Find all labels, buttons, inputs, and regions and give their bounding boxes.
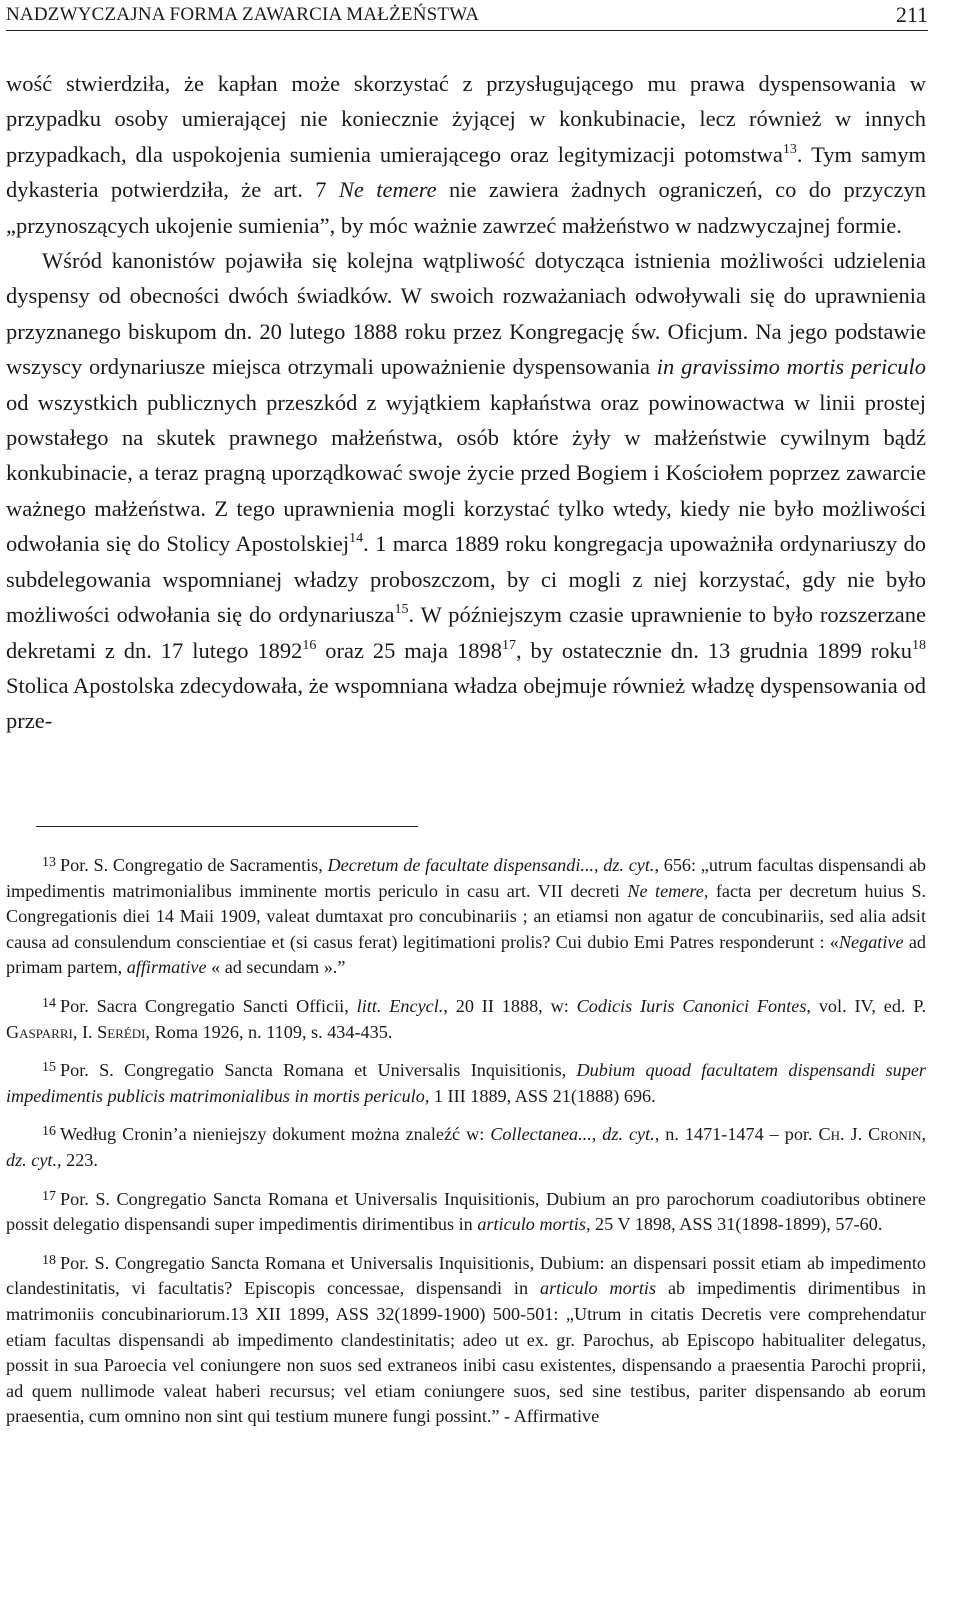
text-run: , 223.	[57, 1149, 98, 1170]
text-run: Por. S. Congregatio Sancta Romana et Universalis Inquisitionis, Dubium an pro parochorum coadiutoribus obtinere possit delegatio dispensandi super impedimentis dirimentibus in	[6, 1188, 926, 1235]
footnote-ref[interactable]: 15	[394, 602, 409, 618]
paragraph	[6, 243, 926, 739]
footnote-number: 18	[42, 1252, 56, 1268]
text-run: « ad secundam ».”	[206, 957, 346, 978]
footnote-ref[interactable]: 18	[912, 637, 926, 653]
footnote-number: 16	[42, 1124, 56, 1140]
main-text	[6, 66, 926, 739]
text-run: . Tym samym dykasteria potwierdziła, że art. 7	[6, 141, 926, 203]
footnote-16	[6, 1119, 926, 1173]
small-caps-run: Ch. J. Cronin	[818, 1124, 922, 1145]
text-run: ,	[921, 1124, 926, 1145]
text-run: , 1 III 1889, ASS 21(1888) 696.	[424, 1085, 656, 1106]
footnote-ref[interactable]: 13	[782, 141, 797, 157]
text-run: , n. 1471-1474 – por.	[654, 1124, 819, 1145]
text-run: ad primam partem,	[6, 931, 926, 978]
footnote-17	[6, 1184, 926, 1238]
paragraph	[6, 66, 926, 243]
text-run: facta per decretum huius S. Congregationis diei 14 Maii 1909, valeat dumtaxat pro concubinariis ; an etiamsi non agatur de concubinariis, sed alia adsit causa ad consulendum conscientiae et (si casus ferat) legitimationi prolis? Cui dubio Emi Patres responderunt : «	[6, 880, 926, 952]
italic-run: Codicis Iuris Canonici Fontes	[576, 995, 807, 1016]
text-run: Por. S. Congregatio de Sacramentis,	[60, 855, 328, 875]
text-run: Wśród kanonistów pojawiła się kolejna wątpliwość dotycząca istnienia możliwości udzielenia dyspensy od obecności dwóch świadków. W swoich rozważaniach odwoływali się do uprawnienia przyznanego biskupom dn. 20 lutego 1888 roku przez Kongregację św. Oficjum. Na jego podstawie wszyscy ordynariusze miejsca otrzymali upoważnienie dyspensowania	[6, 248, 926, 380]
text-run: . 1 marca 1889 roku kongregacja upoważniła ordynariuszy do subdelegowania wspomnianej władzy proboszczom, by ci mogli z niej korzystać, gdy nie było możliwości odwołania się do ordynariusza	[6, 531, 926, 628]
footnote-number: 14	[42, 995, 56, 1011]
text-run: Por. S. Congregatio Sancta Romana et Universalis Inquisitionis,	[60, 1060, 577, 1081]
footnote-number: 17	[42, 1188, 56, 1204]
italic-run: affirmative	[126, 957, 207, 978]
small-caps-run: Serédi	[97, 1021, 146, 1042]
text-run: ab impedimentis dirimentibus in matrimoniis concubinariorum.13 XII 1899, ASS 32(1899-1900) 500-501: „Utrum in citatis Decretis vere comprehendatur etiam facultas dispensandi ab impedimento clandestinitatis; adeo ut ex. gr. Parochus, ab Episcopo habitualiter delegatus, possit in sua Paroecia vel coniungere non suos sed extraneos inibi casu existentes, dispensando a praesentia Parochi proprii, ad quem nullimode valeat haberi recursus; vel etiam coniungere suos, sed sine testibus, pariter dispensando ab eorum praesentia, cum omnino non sint qui testium munere fungi possint.” - Affirmative	[6, 1278, 926, 1427]
text-run: , vol. IV, ed. P.	[806, 995, 926, 1016]
text-run: wość stwierdziła, że kapłan może skorzystać z przysługującego mu prawa dyspensowania w przypadku osoby umierającej nie koniecznie żyjącej w konkubinacie, lecz również w innych przypadkach, dla uspokojenia sumienia umierającego oraz legitymizacji potomstwa	[6, 71, 926, 167]
text-run: Por. S. Congregatio Sancta Romana et Universalis Inquisitionis, Dubium: an dispensari possit etiam ab impedimento clandestinitatis, vi facultatis? Episcopis concessae, dispensandi in	[6, 1252, 926, 1299]
italic-run: Decretum de facultate dispensandi..., dz. cyt.	[327, 855, 655, 875]
italic-run: articulo mortis	[477, 1214, 586, 1235]
italic-run: Ne temere	[338, 177, 437, 203]
text-run: nie zawiera żadnych ograniczeń, co do przyczyn „przynoszących ukojenie sumienia”, by móc ważnie zawrzeć małżeństwo w nadzwyczajnej formie.	[6, 177, 927, 238]
text-run: , 20 II 1888, w:	[443, 995, 577, 1016]
text-run: , Roma 1926, n. 1109, s. 434-435.	[145, 1021, 393, 1042]
footnote-13	[6, 850, 926, 981]
footnote-ref[interactable]: 14	[349, 531, 364, 547]
italic-run: Ne temere,	[627, 880, 709, 901]
italic-run: litt. Encycl.	[356, 995, 444, 1016]
footnote-ref[interactable]: 17	[501, 637, 516, 653]
text-run: , I.	[72, 1021, 98, 1042]
text-run: , by ostatecznie dn. 13 grudnia 1899 roku	[515, 637, 912, 663]
text-run: oraz 25 maja 1898	[316, 637, 502, 663]
italic-run: Negative	[838, 931, 904, 952]
footnote-14	[6, 991, 926, 1045]
italic-run: Dubium quoad facultatem dispensandi super impedimentis publicis matrimonialibus in mortis periculo	[6, 1060, 926, 1106]
footnote-ref[interactable]: 16	[302, 637, 317, 653]
page-header	[6, 2, 928, 31]
text-run: od wszystkich publicznych przeszkód z wyjątkiem kapłaństwa oraz powinowactwa w linii prostej powstałego na skutek prawnego małżeństwa, osób które żyły w małżeństwie cywilnym bądź konkubinacie, a teraz pragną uporządkować swoje życie przed Bogiem i Kościołem poprzez zawarcie ważnego małżeństwa. Z tego uprawnienia mogli korzystać tylko wtedy, kiedy nie było możliwości odwołania się do Stolicy Apostolskiej	[6, 389, 926, 557]
text-run: Por. Sacra Congregatio Sancti Officii,	[60, 995, 357, 1016]
italic-run: dz. cyt.	[6, 1149, 58, 1170]
text-run: . W późniejszym czasie uprawnienie to było rozszerzane dekretami z dn. 17 lutego 1892	[6, 602, 927, 663]
text-run: Według Cronin’a nieniejszy dokument można znaleźć w:	[60, 1124, 491, 1145]
footnotes	[6, 842, 926, 1440]
footnote-separator	[36, 826, 418, 827]
running-head: NADZWYCZAJNA FORMA ZAWARCIA MAŁŻEŃSTWA	[6, 4, 480, 25]
text-run: Stolica Apostolska zdecydowała, że wspomniana władza obejmuje również władzę dyspensowania od prze-	[6, 672, 926, 734]
footnote-18	[6, 1248, 926, 1430]
text-run: , 25 V 1898, ASS 31(1898-1899), 57-60.	[585, 1214, 883, 1235]
footnote-number: 15	[42, 1060, 56, 1076]
page-number: 211	[895, 2, 928, 27]
footnote-number: 13	[42, 855, 56, 870]
text-run: , 656: „utrum facultas dispensandi ab impedimentis matrimonialibus imminente mortis periculo in casu art. VII decreti	[6, 855, 927, 901]
italic-run: Collectanea..., dz. cyt.	[490, 1124, 655, 1145]
italic-run: in gravissimo mortis periculo	[656, 354, 926, 380]
italic-run: articulo mortis	[540, 1278, 657, 1299]
footnote-15	[6, 1055, 926, 1109]
small-caps-run: Gasparri	[6, 1021, 73, 1042]
